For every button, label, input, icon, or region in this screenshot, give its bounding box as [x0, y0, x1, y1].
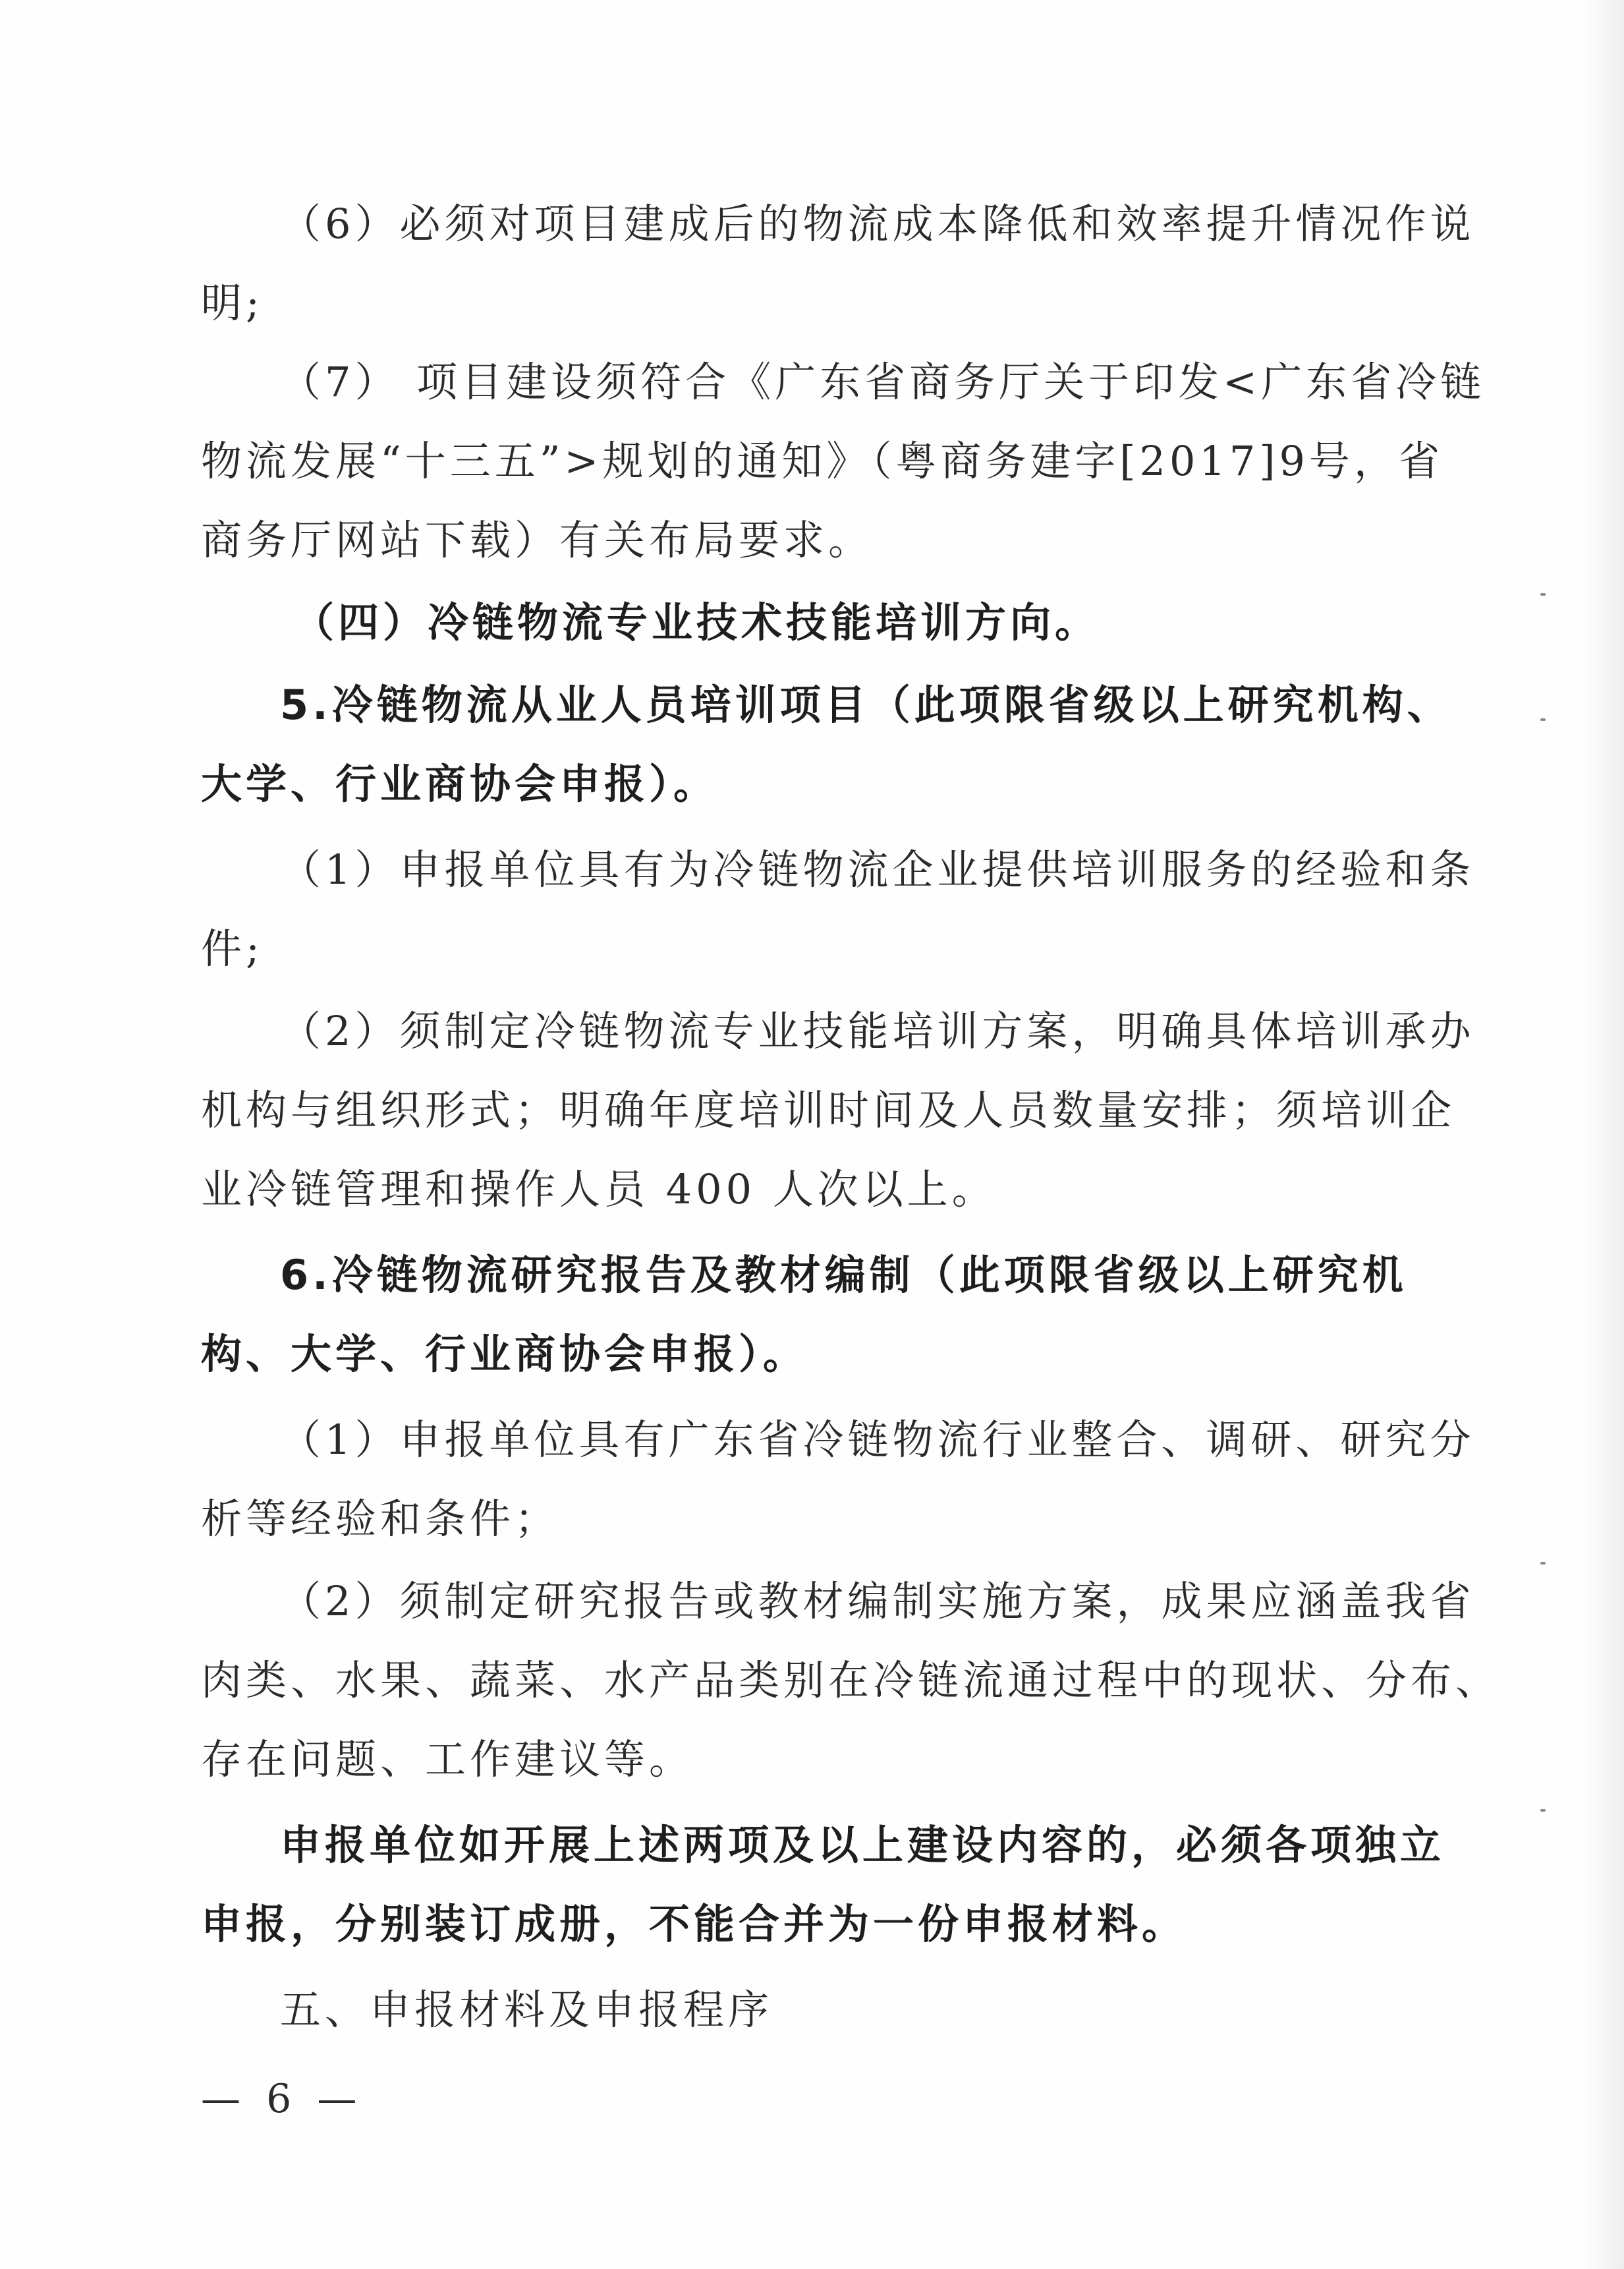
text-line-5-1: （1）申报单位具有为冷链物流企业提供培训服务的经验和条 [280, 846, 1475, 894]
text-line-5-1-cont: 件; [201, 925, 264, 973]
scan-edge-shadow [1584, 0, 1624, 2269]
text-line-item7-cont1: 物流发展“十三五”>规划的通知》（粤商务建字[2017]9号，省 [201, 437, 1443, 485]
text-line-item7: （7） 项目建设须符合《广东省商务厅关于印发<广东省冷链 [280, 358, 1486, 406]
scan-speck [1540, 718, 1546, 721]
note-line: 申报单位如开展上述两项及以上建设内容的，必须各项独立 [280, 1821, 1445, 1869]
scan-speck [1540, 1809, 1546, 1812]
text-line-6-1-cont: 析等经验和条件； [201, 1495, 560, 1543]
text-line-6-2-cont1: 肉类、水果、蔬菜、水产品类别在冷链流通过程中的现状、分布、 [201, 1656, 1501, 1704]
heading-item6: 6.冷链物流研究报告及教材编制（此项限省级以上研究机 [280, 1251, 1407, 1299]
scan-speck [1540, 1562, 1546, 1565]
text-line-item6-cont: 明; [201, 279, 264, 327]
scan-speck [1540, 593, 1546, 596]
section-heading-four: （四）冷链物流专业技术技能培训方向。 [293, 598, 1100, 646]
text-line-6-1: （1）申报单位具有广东省冷链物流行业整合、调研、研究分 [280, 1416, 1475, 1464]
text-line-5-2-cont1: 机构与组织形式；明确年度培训时间及人员数量安排；须培训企 [201, 1086, 1456, 1134]
section-heading-five: 五、申报材料及申报程序 [280, 1986, 773, 2034]
heading-item5: 5.冷链物流从业人员培训项目（此项限省级以上研究机构、 [280, 681, 1452, 729]
text-line-item7-cont2: 商务厅网站下载）有关布局要求。 [201, 516, 874, 564]
text-line-5-2: （2）须制定冷链物流专业技能培训方案，明确具体培训承办 [280, 1007, 1475, 1055]
text-line-5-2-cont2: 业冷链管理和操作人员 400 人次以上。 [201, 1165, 997, 1213]
text-line-item6: （6）必须对项目建成后的物流成本降低和效率提升情况作说 [280, 200, 1475, 248]
text-line-6-2: （2）须制定研究报告或教材编制实施方案，成果应涵盖我省 [280, 1577, 1475, 1625]
note-line-cont: 申报，分别装订成册，不能合并为一份申报材料。 [201, 1900, 1187, 1948]
heading-item6-cont: 构、大学、行业商协会申报）。 [201, 1330, 808, 1378]
heading-item5-cont: 大学、行业商协会申报）。 [201, 760, 719, 808]
text-line-6-2-cont2: 存在问题、工作建议等。 [201, 1735, 694, 1783]
page-number: — 6 — [201, 2076, 364, 2122]
